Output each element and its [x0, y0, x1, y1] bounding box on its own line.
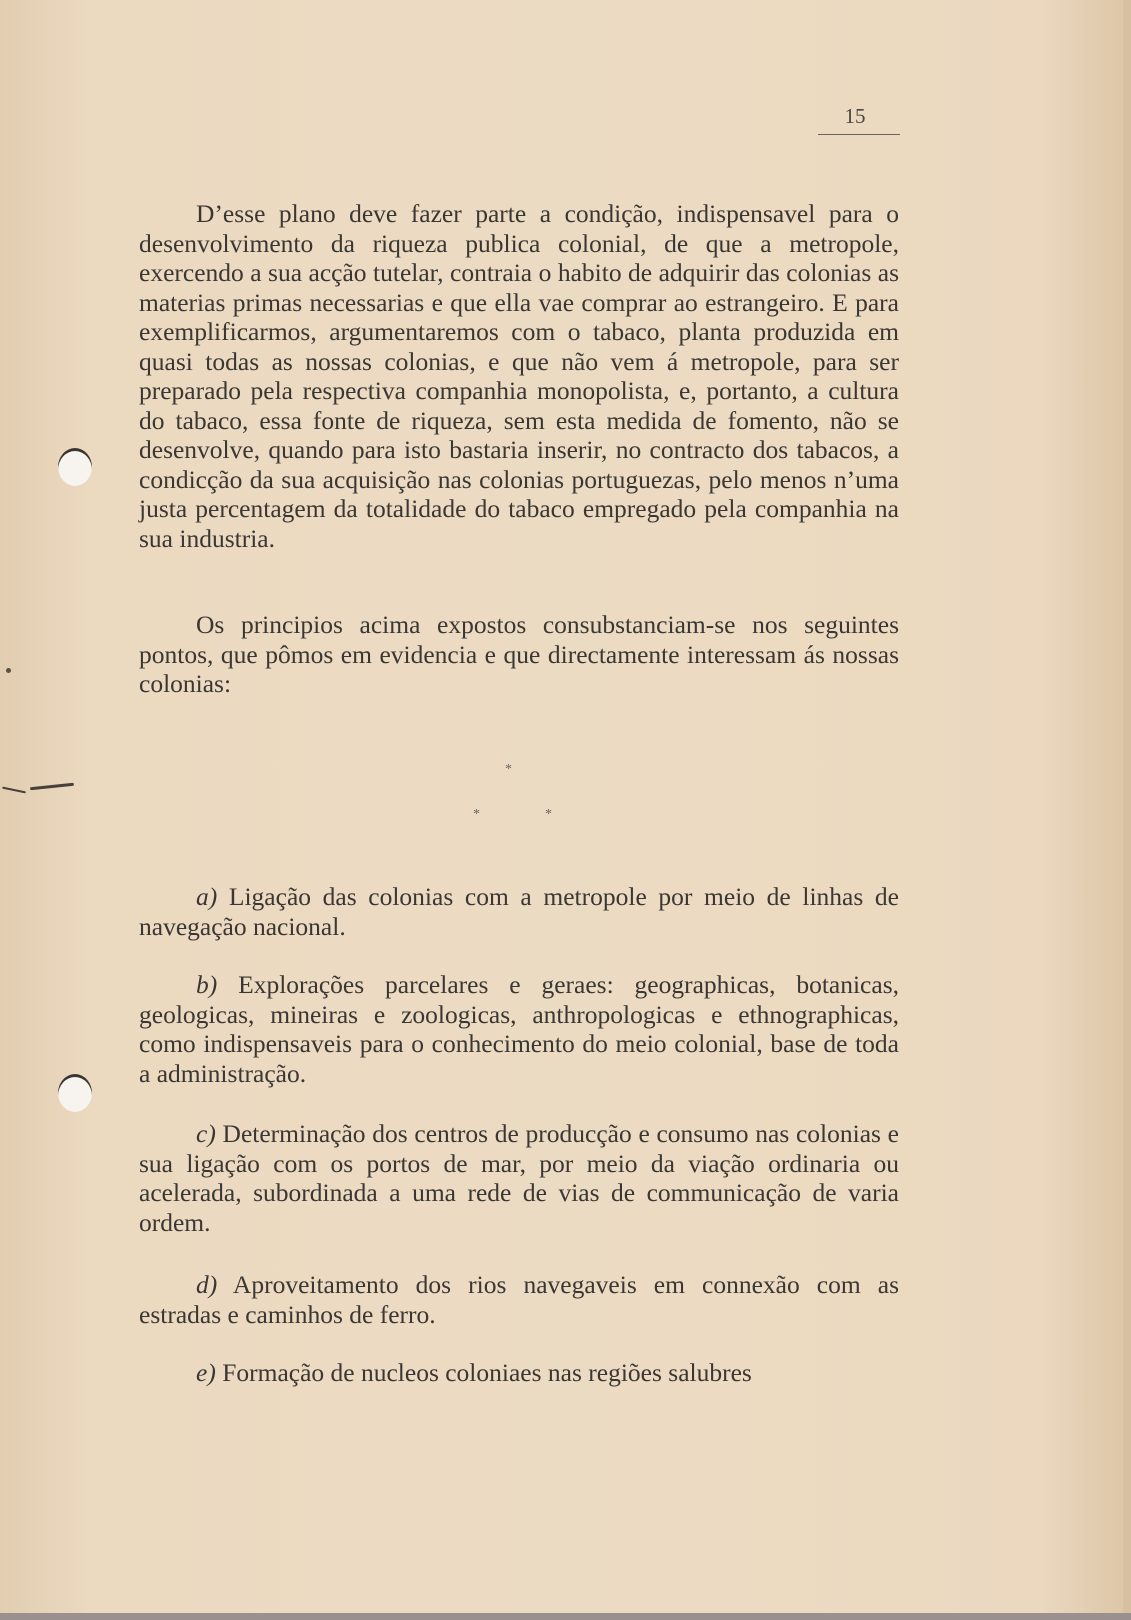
binding-hole-icon: [58, 1074, 92, 1112]
page-right-edge: [1123, 0, 1131, 1620]
list-item-text: Determinação dos centros de producção e consumo nas colonias e sua ligação com os portos de mar, por meio da viação ordinaria ou acelerada, subordinada a uma rede de vias de communicação de varia ordem.: [139, 1119, 899, 1237]
ink-mark-icon: [2, 787, 26, 794]
list-item: [139, 1119, 899, 1237]
page-bottom-edge: [0, 1613, 1131, 1620]
separator-asterisk: *: [505, 762, 512, 777]
list-item-letter: e): [196, 1358, 216, 1387]
body-paragraph: [139, 199, 899, 553]
list-item-text: Aproveitamento dos rios navegaveis em connexão com as estradas e caminhos de ferro.: [139, 1270, 899, 1329]
list-item-letter: d): [196, 1270, 218, 1299]
separator-asterisk: *: [545, 807, 552, 822]
separator-asterisk: *: [473, 807, 480, 822]
ink-dot-icon: [6, 668, 11, 673]
paragraph-text: D’esse plano deve fazer parte a condição, indispensavel para o desenvolvimento da riqueza publica colonial, de que a metropole, exercendo a sua acção tutelar, contraia o habito de adquirir das colonias as materias primas necessarias e que ella vae comprar ao estrangeiro. E para exemplificarmos, argumentaremos com o tabaco, planta produzida em quasi todas as nossas colonias, e que não vem á metropole, para ser preparado pela respectiva companhia monopolista, e, portanto, a cultura do tabaco, essa fonte de riqueza, sem esta medida de fomento, não se desenvolve, quando para isto bastaria inserir, no contracto dos tabacos, a condicção da sua acquisição nas colonias portuguezas, pelo menos n’uma justa percentagem da totalidade do tabaco empregado pela companhia na sua industria.: [139, 199, 899, 553]
list-item: [139, 970, 899, 1088]
ink-mark-icon: [30, 783, 74, 791]
list-item-text: Formação de nucleos coloniaes nas regiões salubres: [222, 1358, 752, 1387]
body-paragraph: [139, 610, 899, 699]
page-number-rule: [818, 134, 900, 135]
list-item: [139, 1358, 899, 1388]
list-item-text: Ligação das colonias com a metropole por meio de linhas de navegação nacional.: [139, 882, 899, 941]
list-item-letter: c): [196, 1119, 216, 1148]
list-item-letter: b): [196, 970, 218, 999]
page-number: 15: [844, 104, 866, 128]
list-item: [139, 882, 899, 941]
paragraph-text: Os principios acima expostos consubstanciam-se nos seguintes pontos, que pômos em evidencia e que directamente interessam ás nossas colonias:: [139, 610, 899, 698]
binding-hole-icon: [58, 448, 92, 486]
list-item-text: Explorações parcelares e geraes: geographicas, botanicas, geologicas, mineiras e zoologicas, anthropologicas e ethnographicas, como indispensaveis para o conhecimento do meio colonial, base de toda a administração.: [139, 970, 899, 1088]
list-item-letter: a): [196, 882, 218, 911]
list-item: [139, 1270, 899, 1329]
